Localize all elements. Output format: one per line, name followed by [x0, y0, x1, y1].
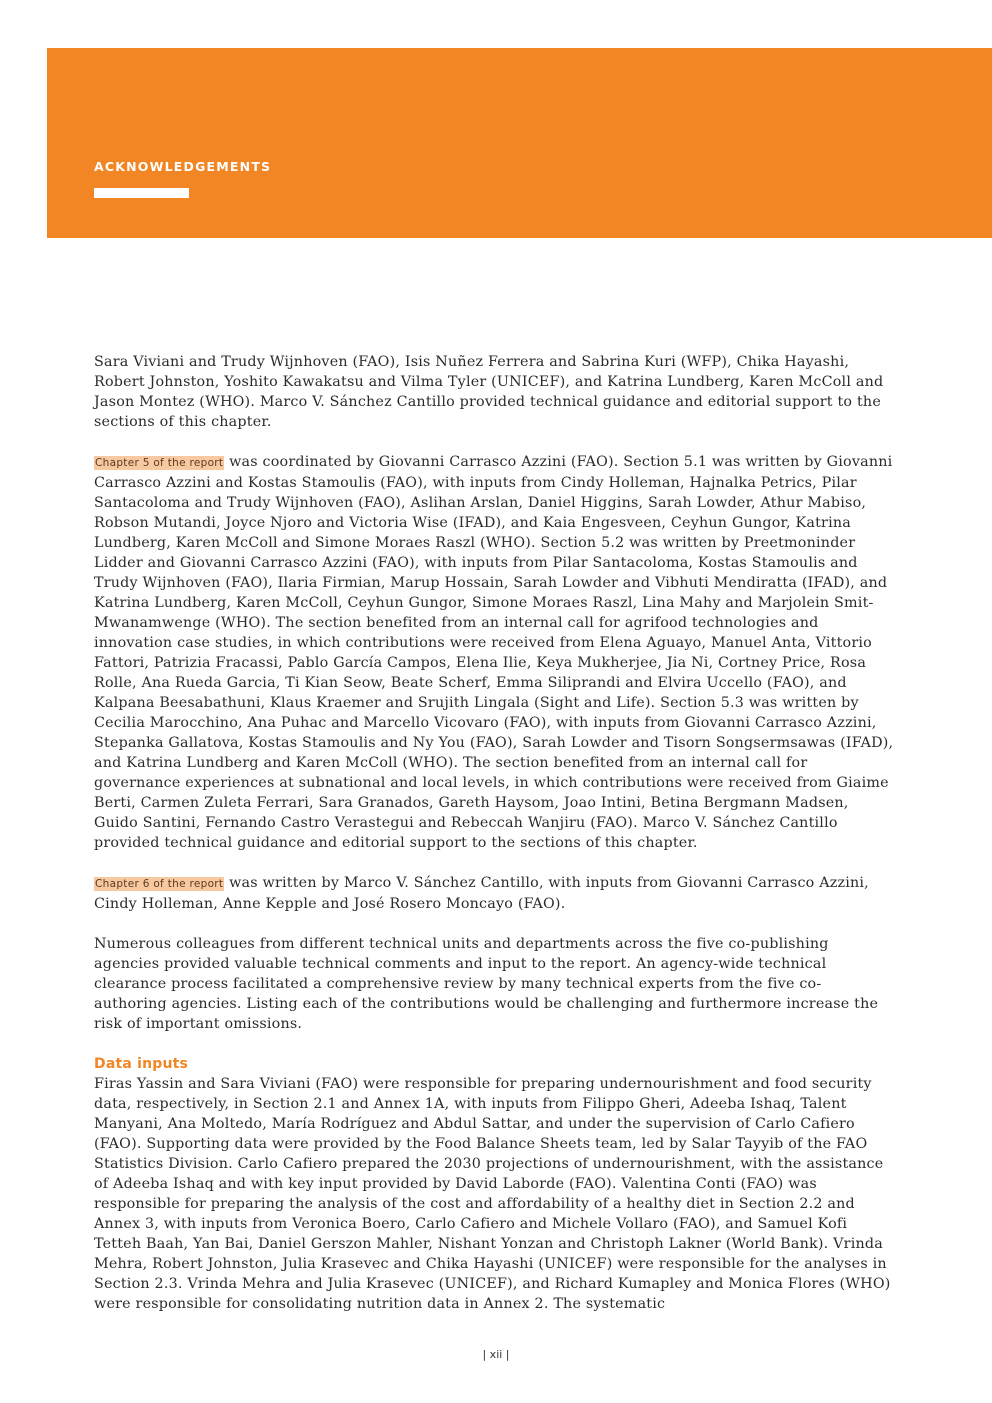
chapter-5-tag: Chapter 5 of the report [95, 457, 224, 469]
paragraph-3 [94, 873, 894, 914]
paragraph-1: Sara Viviani and Trudy Wijnhoven (FAO), Isis Nuñez Ferrera and Sabrina Kuri (WFP), Chika Hayashi, Robert Johnston, Yoshito Kawakatsu and Vilma Tyler (UNICEF), and Katrina Lundberg, Karen McColl and Jason Montez (WHO). Marco V. Sánchez Cantillo provided technical guidance and editorial support to the sections of this chapter. [94, 354, 884, 430]
title-underline [94, 188, 189, 198]
paragraph-4: Numerous colleagues from different technical units and departments across the five co-publishing agencies provided valuable technical comments and input to the report. An agency-wide technical clearance process facilitated a comprehensive review by many technical experts from the five co-authoring agencies. Listing each of the contributions would be challenging and furthermore increase the risk of important omissions. [94, 936, 879, 1032]
paragraph-5: Firas Yassin and Sara Viviani (FAO) were responsible for preparing undernourishment and food security data, respectively, in Section 2.1 and Annex 1A, with inputs from Filippo Gheri, Adeeba Ishaq, Talent Manyani, Ana Moltedo, María Rodríguez and Abdul Sattar, and under the supervision of Carlo Cafiero (FAO). Supporting data were provided by the Food Balance Sheets team, led by Salar Tayyib of the FAO Statistics Division. Carlo Cafiero prepared the 2030 projections of undernourishment, with the assistance of Adeeba Ishaq and with key input provided by David Laborde (FAO). Valentina Conti (FAO) was responsible for preparing the analysis of the cost and affordability of a healthy diet in Section 2.2 and Annex 3, with inputs from Veronica Boero, Carlo Cafiero and Michele Vollaro (FAO), and Samuel Kofi Tetteh Baah, Yan Bai, Daniel Gerszon Mahler, Nishant Yonzan and Christoph Lakner (World Bank). Vrinda Mehra, Robert Johnston, Julia Krasevec and Chika Hayashi (UNICEF) were responsible for the analyses in Section 2.3. Vrinda Mehra and Julia Krasevec (UNICEF), and Richard Kumapley and Monica Flores (WHO) were responsible for consolidating nutrition data in Annex 2. The systematic [94, 1076, 891, 1312]
paragraph-2 [94, 452, 894, 853]
paragraph-3-text: was written by Marco V. Sánchez Cantillo, with inputs from Giovanni Carrasco Azzini, Cindy Holleman, Anne Kepple and José Rosero Moncayo (FAO). [94, 875, 869, 912]
header-band [47, 48, 992, 238]
chapter-6-tag: Chapter 6 of the report [95, 878, 224, 890]
page-title: ACKNOWLEDGEMENTS [94, 159, 272, 174]
paragraph-2-text: was coordinated by Giovanni Carrasco Azzini (FAO). Section 5.1 was written by Giovanni Carrasco Azzini and Kostas Stamoulis (FAO), with inputs from Cindy Holleman, Hajnalka Petrics, Pilar Santacoloma and Trudy Wijnhoven (FAO), Aslihan Arslan, Daniel Higgins, Sarah Lowder, Athur Mabiso, Robson Mutandi, Joyce Njoro and Victoria Wise (IFAD), and Kaia Engesveen, Ceyhun Gungor, Katrina Lundberg, Karen McColl and Simone Moraes Raszl (WHO). Section 5.2 was written by Preetmoninder Lidder and Giovanni Carrasco Azzini (FAO), with inputs from Pilar Santacoloma, Kostas Stamoulis and Trudy Wijnhoven (FAO), Ilaria Firmian, Marup Hossain, Sarah Lowder and Vibhuti Mendiratta (IFAD), and Katrina Lundberg, Karen McColl, Ceyhun Gungor, Simone Moraes Raszl, Lina Mahy and Marjolein Smit-Mwanamwenge (WHO). The section benefited from an internal call for agrifood technologies and innovation case studies, in which contributions were received from Elena Aguayo, Manuel Anta, Vittorio Fattori, Patrizia Fracassi, Pablo García Campos, Elena Ilie, Keya Mukherjee, Jia Ni, Cortney Price, Rosa Rolle, Ana Rueda Garcia, Ti Kian Seow, Beate Scherf, Emma Siliprandi and Elvira Uccello (FAO), and Kalpana Beesabathuni, Klaus Kraemer and Srujith Lingala (Sight and Life). Section 5.3 was written by Cecilia Marocchino, Ana Puhac and Marcello Vicovaro (FAO), with inputs from Giovanni Carrasco Azzini, Stepanka Gallatova, Kostas Stamoulis and Ny You (FAO), Sarah Lowder and Tisorn Songsermsawas (IFAD), and Katrina Lundberg and Karen McColl (WHO). The section benefited from an internal call for governance experiences at subnational and local levels, in which contributions were received from Giaime Berti, Carmen Zuleta Ferrari, Sara Granados, Gareth Haysom, Joao Intini, Betina Bergmann Madsen, Guido Santini, Fernando Castro Verastegui and Rebeccah Wanjiru (FAO). Marco V. Sánchez Cantillo provided technical guidance and editorial support to the sections of this chapter. [94, 454, 894, 851]
body-text [94, 352, 894, 1334]
page-number: | xii | [482, 1348, 510, 1361]
section-heading-data-inputs: Data inputs [94, 1056, 189, 1072]
